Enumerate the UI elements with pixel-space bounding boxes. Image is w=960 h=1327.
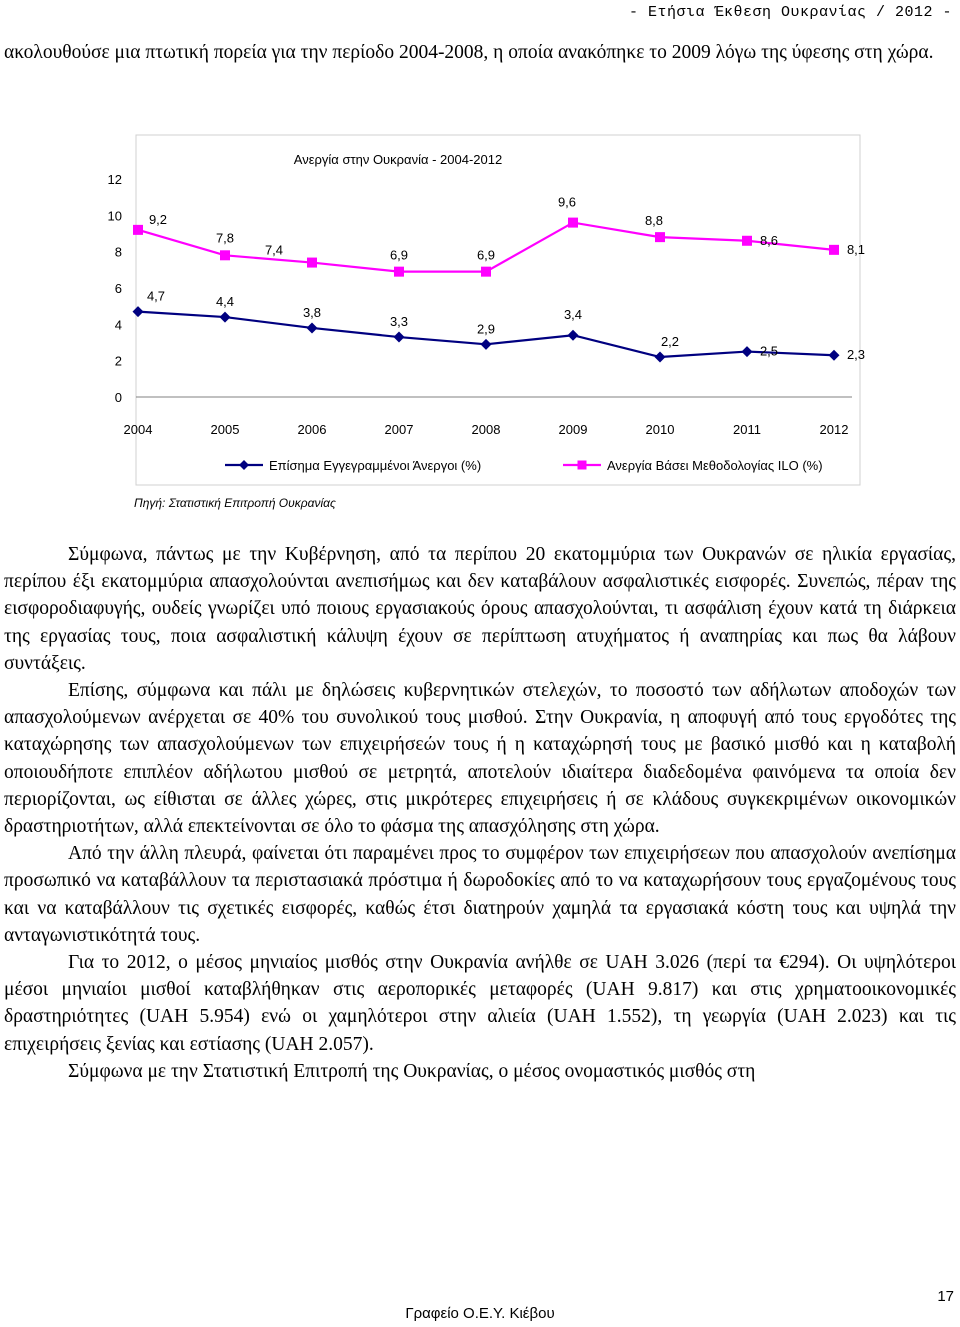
- data-label: 3,8: [302, 304, 322, 320]
- data-label: 2,2: [660, 334, 680, 350]
- footer-office: Γραφείο Ο.Ε.Υ. Κιέβου: [405, 1305, 555, 1322]
- legend-marker: [578, 461, 587, 470]
- unemployment-chart: [100, 133, 866, 503]
- data-label: 8,1: [846, 241, 866, 257]
- legend-label: Επίσημα Εγγεγραμμένοι Άνεργοι (%): [269, 458, 482, 473]
- data-label: 7,8: [215, 230, 235, 246]
- x-tick-label: 2012: [819, 422, 849, 437]
- chart-title: Ανεργία στην Ουκρανία - 2004-2012: [293, 152, 503, 167]
- x-tick-label: 2007: [384, 422, 414, 437]
- x-tick-label: 2005: [210, 422, 240, 437]
- data-point-marker: [742, 236, 752, 246]
- data-label: 2,9: [476, 321, 496, 337]
- running-header: - Ετήσια Έκθεση Ουκρανίας / 2012 -: [628, 4, 952, 21]
- data-label: 2,5: [759, 343, 779, 359]
- y-tick-label: 2: [114, 353, 122, 369]
- data-label: 8,8: [644, 213, 664, 229]
- paragraph-1: Σύμφωνα, πάντως με την Κυβέρνηση, από τα περίπου 20 εκατομμύρια των Ουκρανών σε ηλικία εργασίας, περίπου έξι εκατομμύρια απασχολούνται ανεπισήμως και δεν καταβάλουν ασφαλιστικές εισφορές. Συνεπώς, πέραν της εισφοροδιαφυγής, ουδείς γνωρίζει υπό ποιους εργασιακούς όρους απασχολούνται, τι ασφάλιση έχουν κατά τη διάρκεια της εργασίας τους, ποια ασφαλιστική κάλυψη έχουν σε περίπτωση ατυχήματος ή αναπηρίας και πως θα λάβουν συντάξεις.: [4, 544, 956, 674]
- data-point-marker: [481, 267, 491, 277]
- y-tick-label: 6: [114, 281, 122, 296]
- y-tick-label: 4: [114, 317, 122, 333]
- intro-paragraph: ακολουθούσε μια πτωτική πορεία για την περίοδο 2004-2008, η οποία ανακόπηκε το 2009 λόγω της ύφεσης στη χώρα.: [4, 42, 934, 63]
- x-tick-label: 2009: [558, 422, 588, 437]
- x-tick-label: 2006: [297, 422, 327, 437]
- data-label: 8,6: [759, 232, 779, 248]
- legend-label: Ανεργία Βάσει Μεθοδολογίας ILO (%): [607, 458, 823, 473]
- chart-source: Πηγή: Στατιστική Επιτροπή Ουκρανίας: [134, 496, 336, 510]
- data-label: 6,9: [476, 247, 496, 263]
- body-text: [4, 541, 956, 1085]
- y-tick-label: 10: [107, 208, 122, 224]
- data-label: 3,3: [389, 314, 409, 330]
- x-tick-label: 2010: [645, 422, 675, 437]
- paragraph-4: Για το 2012, ο μέσος μηνιαίος μισθός στην Ουκρανία ανήλθε σε UAH 3.026 (περί τα €294). Οι υψηλότεροι μέσοι μηνιαίοι μισθοί καταβλήθηκαν στις αεροπορικές μεταφορές (UAH 9.817) και στις χρηματοοικονομικές δραστηριότητες (UAH 5.954) ενώ οι χαμηλότεροι στην αλιεία (UAH 1.552), τη γεωργία (UAH 2.023) και τις επιχειρήσεις ξενίας και εστίασης (UAH 2.057).: [4, 952, 956, 1055]
- data-point-marker: [307, 258, 317, 268]
- data-point-marker: [133, 225, 143, 235]
- y-tick-label: 8: [114, 244, 122, 260]
- chart-svg: [100, 133, 866, 493]
- y-axis-ticks: [108, 172, 122, 405]
- data-point-marker: [394, 267, 404, 277]
- data-point-marker: [568, 218, 578, 228]
- paragraph-5: Σύμφωνα με την Στατιστική Επιτροπή της Ουκρανίας, ο μέσος ονομαστικός μισθός στη: [68, 1060, 756, 1082]
- paragraph-3: Από την άλλη πλευρά, φαίνεται ότι παραμένει προς το συμφέρον των επιχειρήσεων που απασχολούν ανεπίσημα προσωπικό να καταβάλλουν τα περιστασιακά πρόστιμα ή δωροδοκίες από το να καταχωρήσουν τους εργαζομένους τους και να καταβάλλουν τις σχετικές εισφορές, καθώς έτσι διατηρούν χαμηλά τα εργασιακά κόστη τους και υψηλά την ανταγωνιστικότητά τους.: [4, 843, 956, 946]
- data-point-marker: [829, 245, 839, 255]
- data-label: 3,4: [563, 307, 583, 323]
- data-label: 9,2: [148, 211, 168, 227]
- x-tick-label: 2011: [733, 422, 761, 437]
- data-point-marker: [655, 232, 665, 242]
- data-label: 4,4: [215, 294, 235, 310]
- data-label: 4,7: [146, 288, 166, 304]
- y-tick-label: 12: [107, 172, 122, 187]
- data-label: 6,9: [389, 247, 409, 263]
- data-label: 7,4: [264, 242, 284, 258]
- y-tick-label: 0: [114, 390, 122, 405]
- page-number: 17: [937, 1288, 954, 1305]
- x-tick-label: 2008: [471, 422, 501, 437]
- data-label: 9,6: [557, 194, 577, 210]
- data-label: 2,3: [846, 347, 866, 363]
- x-tick-label: 2004: [123, 422, 153, 437]
- x-axis-ticks: [124, 422, 849, 437]
- data-point-marker: [220, 250, 230, 260]
- paragraph-2: Επίσης, σύμφωνα και πάλι με δηλώσεις κυβερνητικών στελεχών, το ποσοστό των αδήλωτων αποδοχών των απασχολούμενων ανέρχεται σε 40% του συνολικού τους μισθού. Στην Ουκρανία, η αποφυγή από τους εργοδότες της καταχώρησης των απασχολούμενων των επιχειρήσεών τους ή η καταχώρησή τους με βασικό μισθό και η καταβολή οποιουδήποτε επιπλέον αδήλωτου μισθού σε μετρητά, αποτελούν ιδιαίτερα διαδεδομένα φαινόμενα τα οποία δεν περιορίζονται, ως είθισται σε άλλες χώρες, στις μικρότερες επιχειρήσεις ή σε κλάδους συγκεκριμένων οικονομικών δραστηριοτήτων, αλλά επεκτείνονται σε όλο το φάσμα της απασχόλησης στη χώρα.: [4, 680, 956, 838]
